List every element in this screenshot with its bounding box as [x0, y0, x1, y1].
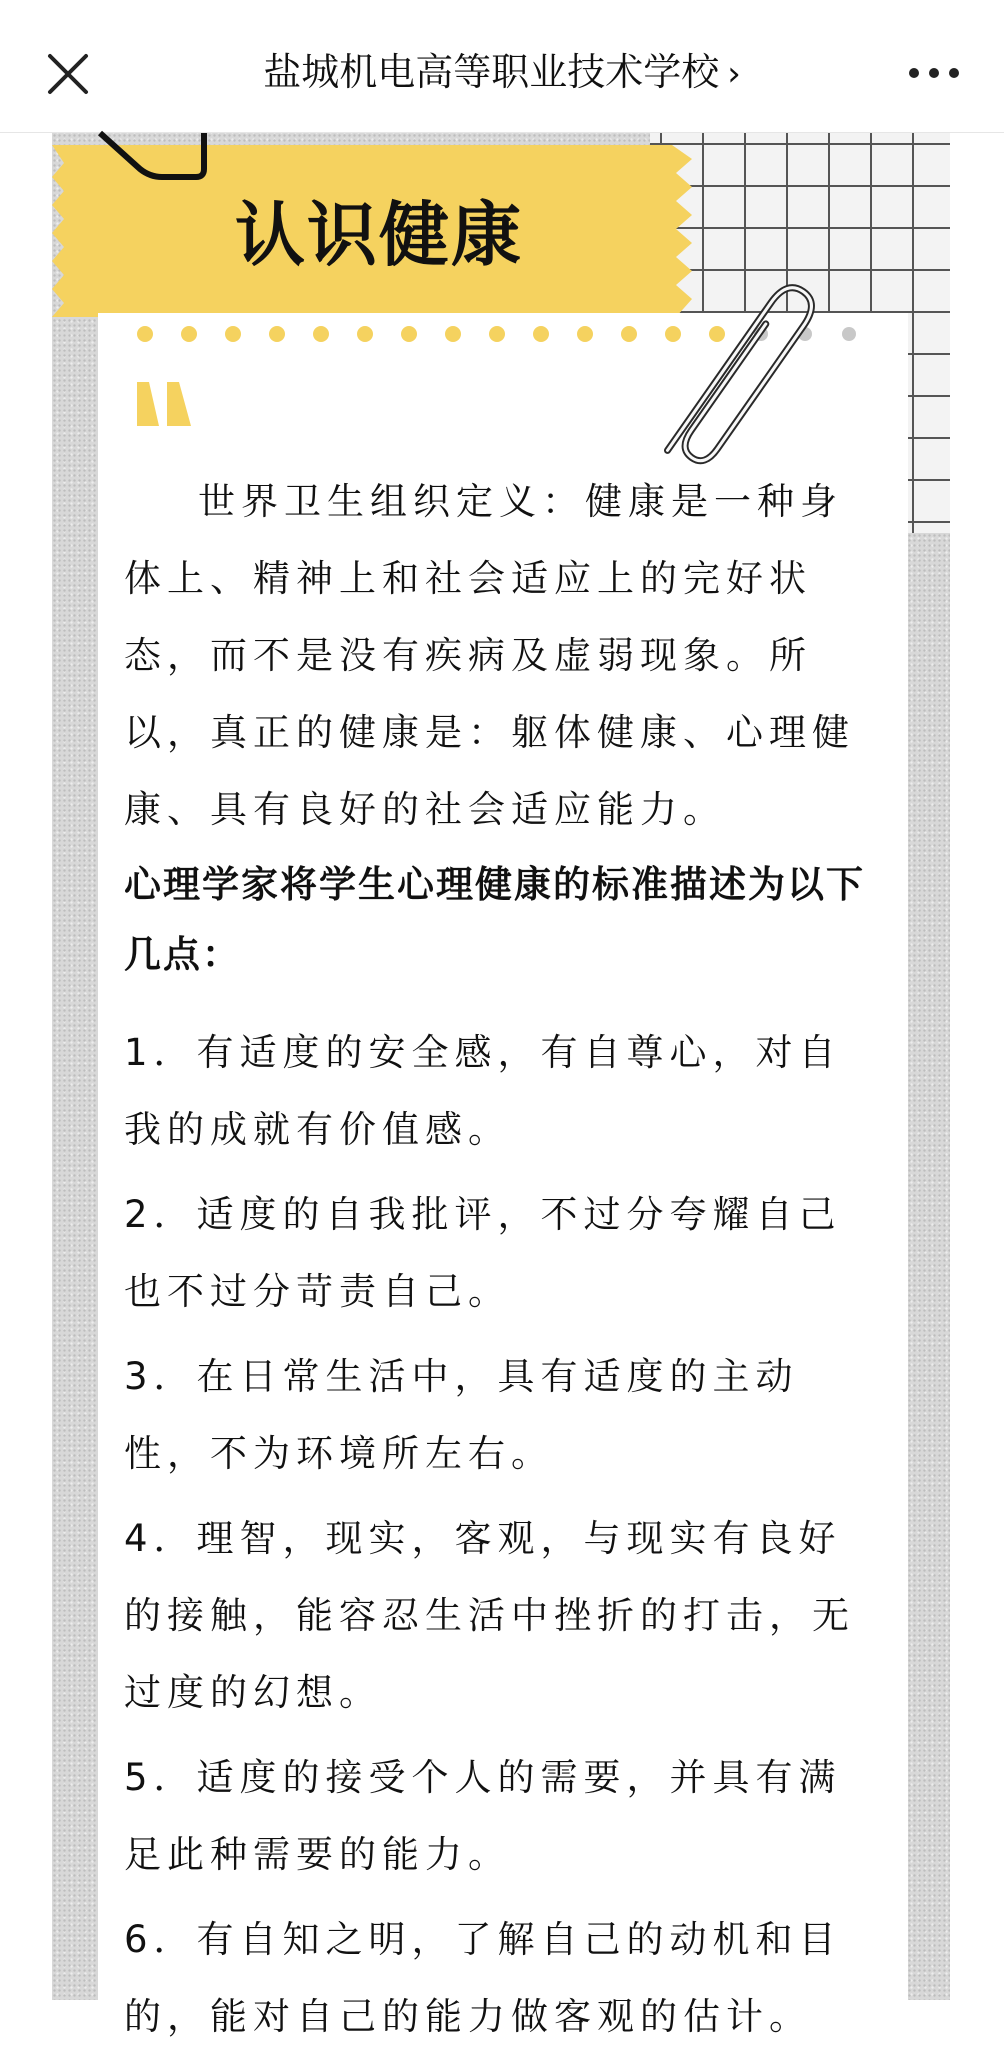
list-item: 5．适度的接受个人的需要，并具有满足此种需要的能力。	[124, 1756, 842, 1876]
article-body	[0, 133, 1004, 2038]
top-navbar	[0, 0, 1004, 133]
decorative-tab	[100, 133, 210, 193]
list-item: 3．在日常生活中，具有适度的主动性，不为环境所左右。	[124, 1355, 799, 1475]
quote-mark-icon	[135, 378, 193, 430]
more-icon[interactable]	[904, 58, 964, 88]
close-icon[interactable]	[44, 50, 92, 98]
subheading: 心理学家将学生心理健康的标准描述为以下几点：	[124, 863, 865, 976]
list-item: 1．有适度的安全感，有自尊心，对自我的成就有价值感。	[124, 1031, 842, 1151]
account-title-link[interactable]	[150, 42, 854, 102]
article-text	[124, 463, 884, 2063]
chevron-right-icon: ›	[727, 54, 741, 94]
list-item: 6．有自知之明，了解自己的动机和目的，能对自己的能力做客观的估计。	[124, 1918, 842, 2038]
intro-paragraph: 世界卫生组织定义：健康是一种身体上、精神上和社会适应上的完好状态，而不是没有疾病及虚弱现象。所以，真正的健康是：躯体健康、心理健康、具有良好的社会适应能力。	[124, 480, 855, 831]
account-name: 盐城机电高等职业技术学校	[263, 50, 720, 94]
list-item: 4．理智，现实，客观，与现实有良好的接触，能容忍生活中挫折的打击，无过度的幻想。	[124, 1517, 855, 1714]
section-title: 认识健康	[235, 194, 523, 276]
paperclip-icon	[685, 248, 795, 498]
list-item: 2．适度的自我批评，不过分夸耀自己也不过分苛责自己。	[124, 1193, 842, 1313]
